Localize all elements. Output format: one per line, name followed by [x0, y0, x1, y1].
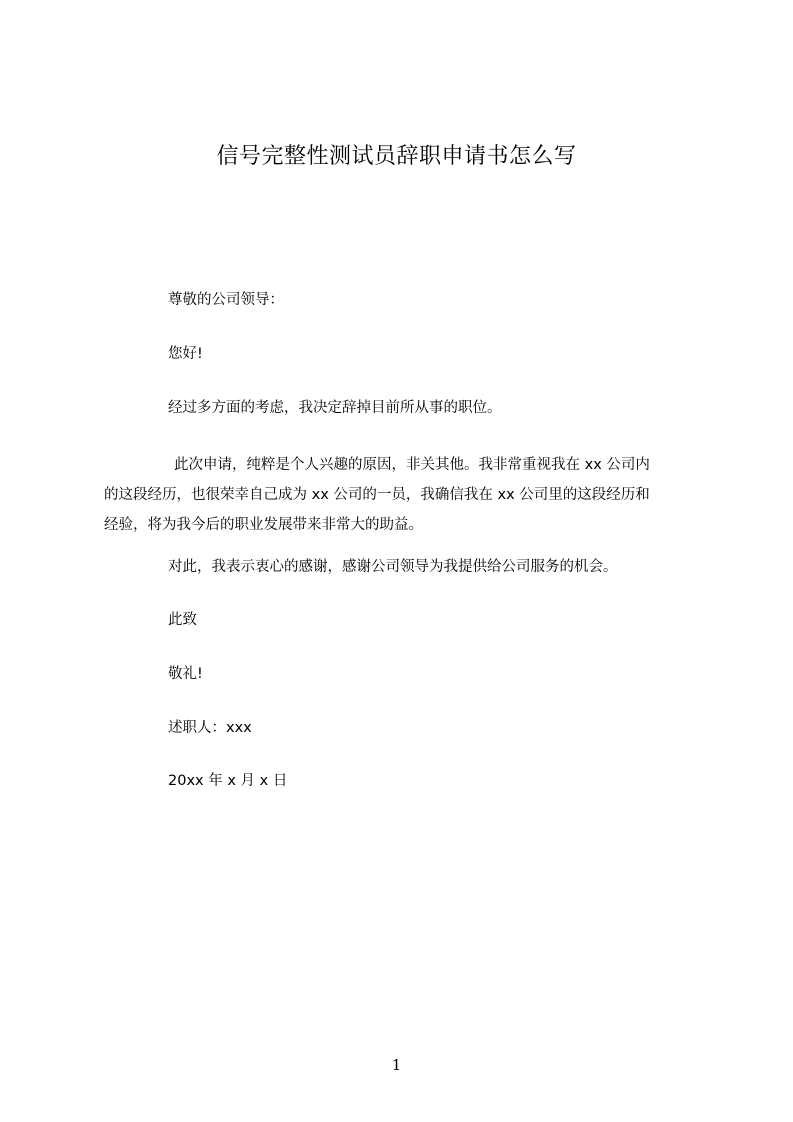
closing-ci-zhi: 此致 [168, 612, 197, 628]
paragraph-thanks: 对此，我表示衷心的感谢，感谢公司领导为我提供给公司服务的机会。 [168, 559, 618, 575]
page-number: 1 [391, 1056, 402, 1074]
date: 20xx 年 x 月 x 日 [168, 773, 288, 789]
paragraph-decision: 经过多方面的考虑，我决定辞掉目前所从事的职位。 [168, 400, 502, 416]
paragraph-reason-line-2: 的这段经历，也很荣幸自己成为 xx 公司的一员，我确信我在 xx 公司里的这段经历和 [104, 487, 650, 503]
closing-jing-li: 敬礼! [168, 666, 203, 682]
salutation: 尊敬的公司领导： [168, 292, 284, 308]
greeting: 您好! [168, 346, 203, 362]
signature: 述职人：xxx [168, 720, 252, 736]
paragraph-reason-line-1: 此次申请，纯粹是个人兴趣的原因，非关其他。我非常重视我在 xx 公司内 [174, 457, 650, 473]
paragraph-reason-line-3: 经验，将为我今后的职业发展带来非常大的助益。 [104, 517, 423, 533]
document-title: 信号完整性测试员辞职申请书怎么写 [216, 144, 577, 169]
paragraph-reason [104, 450, 704, 540]
